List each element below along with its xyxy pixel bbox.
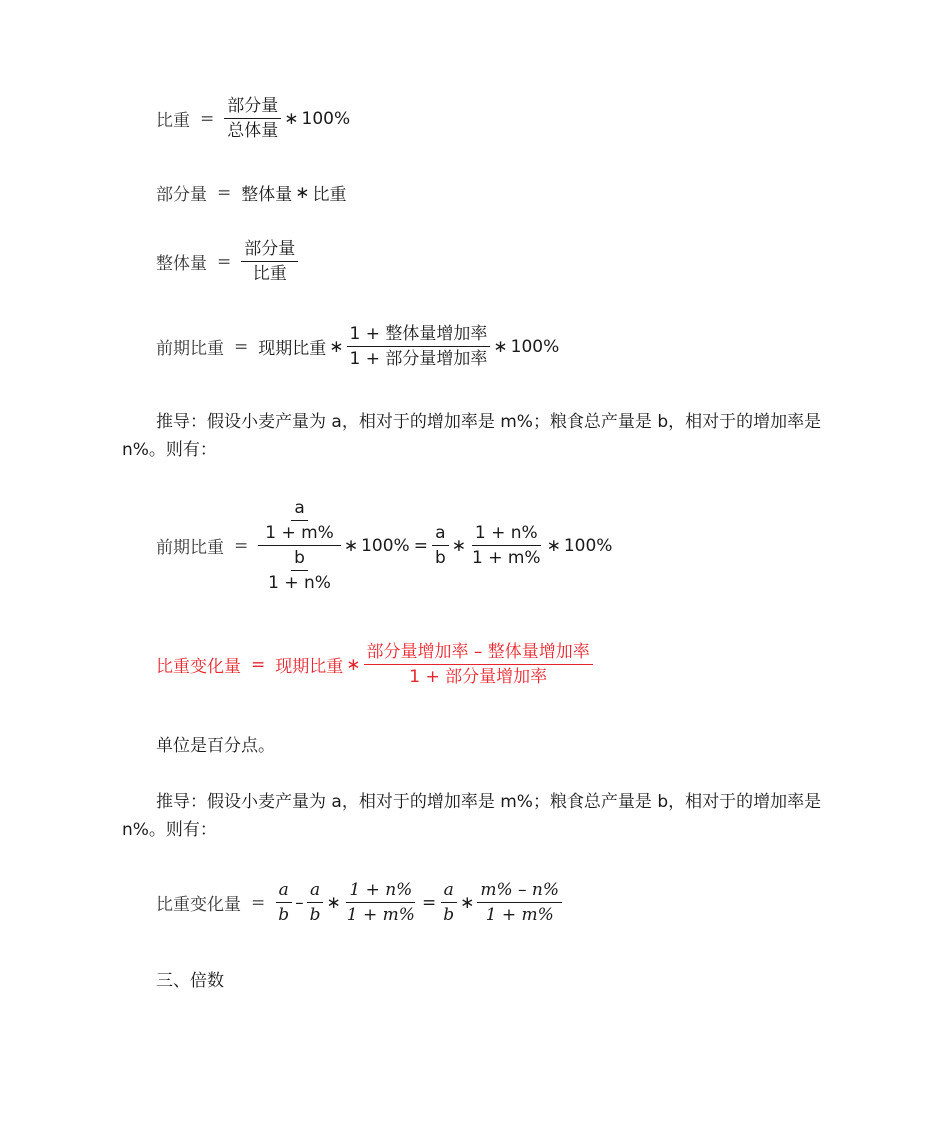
multiply-sign: ∗ <box>343 535 359 556</box>
formula-lhs: 前期比重 <box>156 339 224 359</box>
denominator: 1 + m% <box>472 548 541 568</box>
equals-sign: = <box>234 336 249 357</box>
percent-value: 100% <box>563 535 613 556</box>
formula-whole <box>156 237 298 286</box>
equals-sign: = <box>251 892 266 913</box>
equals-sign: = <box>217 251 232 272</box>
numerator: 部分量 <box>241 237 298 262</box>
derivation-paragraph: 推导：假设小麦产量为 a，相对于的增加率是 m%；粮食总产量是 b，相对于的增加率是 n%。则有： <box>122 792 822 840</box>
numerator: m% – n% <box>477 878 562 903</box>
multiply-sign: ∗ <box>295 182 310 203</box>
denominator: b <box>309 905 321 925</box>
multiply-sign: ∗ <box>546 535 561 556</box>
multiply-sign: ∗ <box>284 108 299 129</box>
denominator: 总体量 <box>227 121 279 141</box>
denominator: 1 + m% <box>485 905 554 925</box>
section-heading: 三、倍数 <box>156 971 224 991</box>
fraction <box>469 521 544 570</box>
numerator: 部分量增加率 – 整体量增加率 <box>364 640 593 665</box>
unit-note: 单位是百分点。 <box>156 736 275 756</box>
term: 整体量 <box>241 185 293 205</box>
numerator: 1 + n% <box>346 878 415 903</box>
formula-lhs: 前期比重 <box>156 538 224 558</box>
numerator: 1 + n% <box>472 521 541 546</box>
denominator: 1 + m% <box>265 523 334 543</box>
formula-lhs: 整体量 <box>156 254 207 274</box>
fraction <box>432 521 449 570</box>
numerator: a <box>432 521 448 546</box>
multiply-sign: ∗ <box>346 654 361 675</box>
formula-lhs: 比重 <box>156 111 190 131</box>
compound-numerator <box>258 496 341 546</box>
compound-denominator <box>261 546 338 595</box>
term: 现期比重 <box>258 339 327 359</box>
fraction <box>262 496 337 545</box>
formula-lhs: 比重变化量 <box>156 895 241 915</box>
equals-sign: = <box>251 654 266 675</box>
formula-part <box>156 180 347 205</box>
multiply-sign: ∗ <box>451 535 466 556</box>
numerator: a <box>291 496 307 521</box>
equals-sign: = <box>200 108 215 129</box>
numerator: a <box>441 878 457 903</box>
formula-lhs: 比重变化量 <box>156 657 241 677</box>
fraction <box>440 878 457 927</box>
fraction <box>224 94 281 143</box>
fraction <box>241 237 298 286</box>
fraction <box>477 878 562 927</box>
formula-previous-proportion-derivation <box>156 496 612 595</box>
percent-value: 100% <box>510 336 560 357</box>
formula-proportion <box>156 94 350 143</box>
equals-sign: = <box>234 535 249 556</box>
multiply-sign: ∗ <box>460 892 475 913</box>
term: 比重 <box>312 185 347 205</box>
numerator: a <box>307 878 323 903</box>
multiply-sign: ∗ <box>326 892 341 913</box>
numerator: b <box>291 546 308 571</box>
equals-sign: = <box>421 892 437 913</box>
percent-value: 100% <box>361 535 410 556</box>
numerator: 1 + 整体量增加率 <box>347 322 491 347</box>
denominator: b <box>443 905 455 925</box>
fraction <box>275 878 292 927</box>
multiply-sign: ∗ <box>329 336 344 357</box>
equals-sign: = <box>413 535 428 556</box>
fraction <box>265 546 334 595</box>
numerator: a <box>276 878 292 903</box>
denominator: 1 + m% <box>346 905 415 925</box>
formula-proportion-change <box>156 640 593 689</box>
fraction <box>364 640 593 689</box>
fraction <box>347 322 491 371</box>
formula-previous-proportion <box>156 322 559 371</box>
denominator: 比重 <box>252 264 287 284</box>
percent-value: 100% <box>301 108 351 129</box>
formula-proportion-change-derivation <box>156 878 562 927</box>
numerator: 部分量 <box>224 94 281 119</box>
compound-fraction <box>258 496 341 595</box>
fraction <box>344 878 418 927</box>
denominator: 1 + 部分量增加率 <box>409 667 548 687</box>
equals-sign: = <box>217 182 232 203</box>
multiply-sign: ∗ <box>493 336 508 357</box>
denominator: b <box>278 905 290 925</box>
denominator: b <box>434 548 446 568</box>
derivation-paragraph: 推导：假设小麦产量为 a，相对于的增加率是 m%；粮食总产量是 b，相对于的增加率是 n%。则有： <box>122 412 822 460</box>
formula-lhs: 部分量 <box>156 185 207 205</box>
minus-sign: – <box>295 892 304 913</box>
term: 现期比重 <box>275 657 344 677</box>
denominator: 1 + 部分量增加率 <box>349 349 488 369</box>
denominator: 1 + n% <box>268 573 331 593</box>
fraction <box>307 878 324 927</box>
